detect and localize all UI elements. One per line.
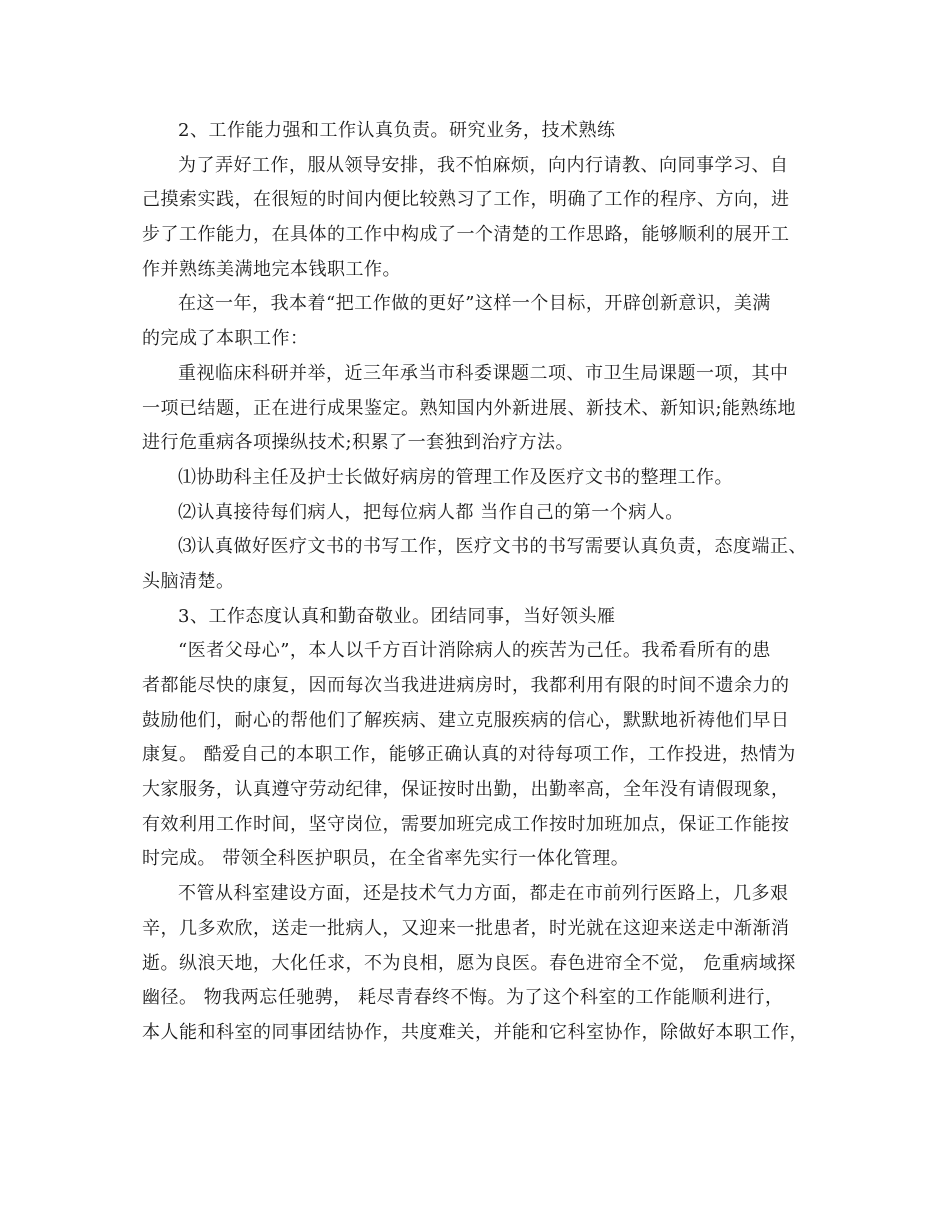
text-line: 己摸索实践，在很短的时间内便比较熟习了工作，明确了工作的程序、方向，进	[142, 189, 790, 211]
document-body	[142, 114, 842, 1051]
text-line: 2、工作能力强和工作认真负责。研究业务，技术熟练	[178, 120, 616, 141]
text-line: “医者父母心”，本人以千方百计消除病人的疾苦为己任。我希看所有的患	[178, 640, 771, 662]
text-line: 进行危重病各项操纵技术;积累了一套独到治疗方法。	[142, 432, 575, 454]
text-line: 3、工作态度认真和勤奋敬业。团结同事，当好领头雁	[178, 605, 616, 627]
text-line: ⑶认真做好医疗文书的书写工作，医疗文书的书写需要认真负责，态度端正、	[178, 536, 807, 558]
text-line: 在这一年，我本着“把工作做的更好”这样一个目标，开辟创新意识，美满	[178, 293, 771, 315]
text-line: 大家服务，认真遵守劳动纪律，保证按时出勤，出勤率高，全年没有请假现象，	[142, 779, 790, 801]
text-line: ⑵认真接待每们病人，把每位病人都 当作自己的第一个病人。	[178, 501, 684, 523]
text-line: 不管从科室建设方面，还是技术气力方面，都走在市前列行医路上，几多艰	[178, 883, 789, 905]
text-line: 本人能和科室的同事团结协作，共度难关，并能和它科室协作，除做好本职工作，	[142, 1021, 808, 1043]
text-line: 逝。纵浪天地，大化任求，不为良相，愿为良医。春色进帘全不觉， 危重病域探	[142, 952, 796, 974]
text-line: 重视临床科研并举，近三年承当市科委课题二项、市卫生局课题一项，其中	[178, 362, 789, 384]
text-line: 时完成。 带领全科医护职员，在全省率先实行一体化管理。	[142, 848, 630, 870]
text-line: 康复。 酷爱自己的本职工作，能够正确认真的对待每项工作，工作投进，热情为	[142, 744, 796, 766]
text-line: 辛，几多欢欣，送走一批病人，又迎来一批患者，时光就在这迎来送走中渐渐消	[142, 917, 790, 939]
text-line: 幽径。 物我两忘任驰骋， 耗尽青春终不悔。为了这个科室的工作能顺利进行，	[142, 987, 784, 1009]
text-line: 一项已结题，正在进行成果鉴定。熟知国内外新进展、新技术、新知识;能熟练地	[142, 397, 797, 419]
text-line: 步了工作能力，在具体的工作中构成了一个清楚的工作思路，能够顺利的展开工	[142, 224, 790, 246]
text-line: 作并熟练美满地完本钱职工作。	[142, 258, 401, 280]
text-line: ⑴协助科主任及护士长做好病房的管理工作及医疗文书的整理工作。	[178, 466, 733, 488]
text-line: 有效利用工作时间，坚守岗位，需要加班完成工作按时加班加点，保证工作能按	[142, 813, 790, 835]
text-line: 头脑清楚。	[142, 570, 235, 592]
text-line: 鼓励他们，耐心的帮他们了解疾病、建立克服疾病的信心，默默地祈祷他们早日	[142, 709, 790, 731]
text-line: 者都能尽快的康复，因而每次当我进进病房时，我都利用有限的时间不遗余力的	[142, 675, 790, 696]
text-line: 为了弄好工作，服从领导安排，我不怕麻烦，向内行请教、向同事学习、自	[178, 154, 789, 176]
text-line: 的完成了本职工作：	[142, 328, 309, 350]
